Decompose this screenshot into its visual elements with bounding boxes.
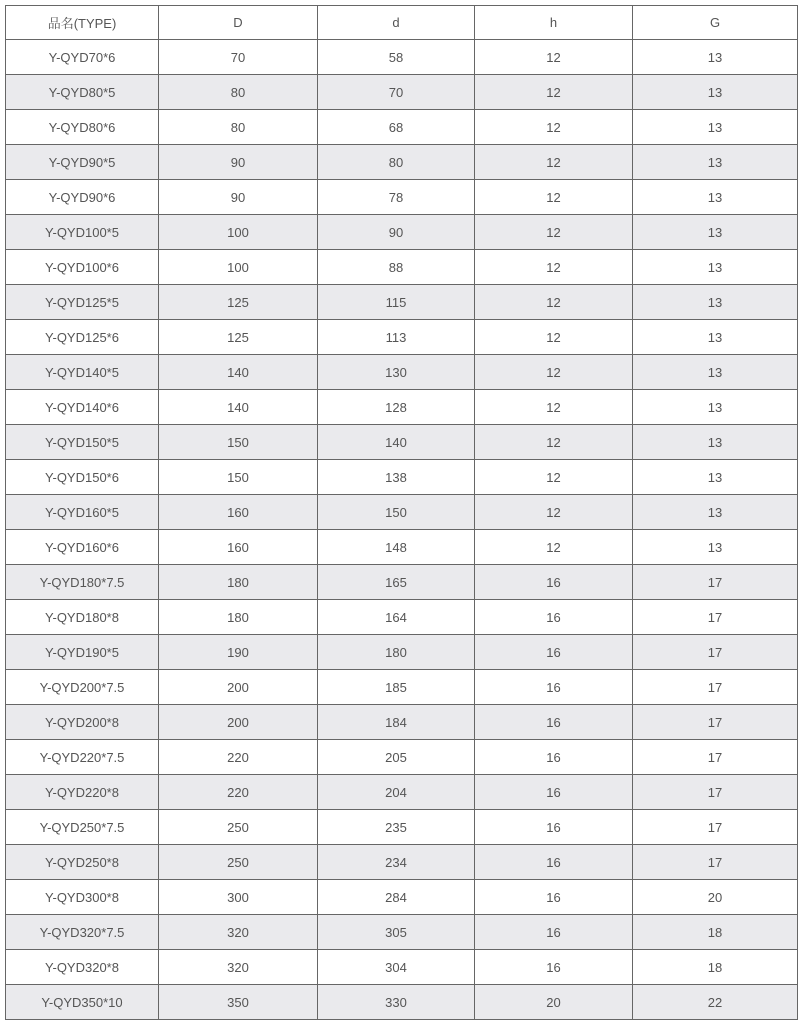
cell-groove: 17 — [633, 670, 798, 705]
cell-outer-diameter: 180 — [159, 565, 318, 600]
table-row — [6, 180, 798, 215]
cell-outer-diameter: 160 — [159, 495, 318, 530]
cell-outer-diameter: 90 — [159, 180, 318, 215]
cell-inner-diameter: 305 — [318, 915, 475, 950]
table-row — [6, 565, 798, 600]
cell-type: Y-QYD90*6 — [6, 180, 159, 215]
cell-height: 12 — [475, 425, 633, 460]
table-row — [6, 40, 798, 75]
cell-type: Y-QYD200*7.5 — [6, 670, 159, 705]
cell-height: 12 — [475, 355, 633, 390]
cell-type: Y-QYD140*6 — [6, 390, 159, 425]
cell-height: 12 — [475, 285, 633, 320]
header-height: h — [475, 6, 633, 40]
cell-inner-diameter: 284 — [318, 880, 475, 915]
cell-groove: 17 — [633, 565, 798, 600]
cell-inner-diameter: 150 — [318, 495, 475, 530]
cell-groove: 17 — [633, 705, 798, 740]
cell-height: 16 — [475, 845, 633, 880]
cell-type: Y-QYD250*8 — [6, 845, 159, 880]
cell-outer-diameter: 190 — [159, 635, 318, 670]
cell-inner-diameter: 205 — [318, 740, 475, 775]
cell-inner-diameter: 58 — [318, 40, 475, 75]
cell-type: Y-QYD180*7.5 — [6, 565, 159, 600]
cell-height: 16 — [475, 565, 633, 600]
cell-height: 12 — [475, 530, 633, 565]
cell-groove: 13 — [633, 390, 798, 425]
cell-outer-diameter: 140 — [159, 390, 318, 425]
cell-outer-diameter: 220 — [159, 740, 318, 775]
cell-height: 12 — [475, 145, 633, 180]
cell-groove: 13 — [633, 460, 798, 495]
cell-type: Y-QYD300*8 — [6, 880, 159, 915]
cell-inner-diameter: 204 — [318, 775, 475, 810]
table-row — [6, 250, 798, 285]
cell-outer-diameter: 100 — [159, 215, 318, 250]
cell-height: 16 — [475, 810, 633, 845]
cell-type: Y-QYD125*6 — [6, 320, 159, 355]
cell-groove: 17 — [633, 810, 798, 845]
cell-height: 12 — [475, 320, 633, 355]
cell-groove: 13 — [633, 530, 798, 565]
cell-type: Y-QYD150*6 — [6, 460, 159, 495]
table-row — [6, 530, 798, 565]
table-row — [6, 145, 798, 180]
cell-height: 12 — [475, 110, 633, 145]
cell-height: 16 — [475, 705, 633, 740]
cell-groove: 20 — [633, 880, 798, 915]
cell-height: 12 — [475, 495, 633, 530]
cell-inner-diameter: 70 — [318, 75, 475, 110]
cell-groove: 13 — [633, 425, 798, 460]
table-header — [6, 6, 798, 40]
cell-type: Y-QYD220*7.5 — [6, 740, 159, 775]
cell-height: 16 — [475, 600, 633, 635]
table-row — [6, 285, 798, 320]
table-row — [6, 670, 798, 705]
header-outer-diameter: D — [159, 6, 318, 40]
cell-height: 16 — [475, 775, 633, 810]
cell-outer-diameter: 70 — [159, 40, 318, 75]
cell-groove: 13 — [633, 110, 798, 145]
table-row — [6, 950, 798, 985]
cell-type: Y-QYD140*5 — [6, 355, 159, 390]
cell-outer-diameter: 300 — [159, 880, 318, 915]
cell-outer-diameter: 125 — [159, 320, 318, 355]
cell-type: Y-QYD250*7.5 — [6, 810, 159, 845]
cell-groove: 18 — [633, 915, 798, 950]
cell-inner-diameter: 80 — [318, 145, 475, 180]
cell-inner-diameter: 90 — [318, 215, 475, 250]
cell-groove: 17 — [633, 775, 798, 810]
table-row — [6, 775, 798, 810]
cell-inner-diameter: 128 — [318, 390, 475, 425]
cell-outer-diameter: 250 — [159, 810, 318, 845]
cell-groove: 13 — [633, 320, 798, 355]
cell-inner-diameter: 235 — [318, 810, 475, 845]
cell-inner-diameter: 304 — [318, 950, 475, 985]
cell-type: Y-QYD100*6 — [6, 250, 159, 285]
header-groove: G — [633, 6, 798, 40]
table-row — [6, 635, 798, 670]
cell-groove: 13 — [633, 285, 798, 320]
table-row — [6, 915, 798, 950]
cell-outer-diameter: 180 — [159, 600, 318, 635]
cell-outer-diameter: 350 — [159, 985, 318, 1020]
table-row — [6, 425, 798, 460]
cell-type: Y-QYD320*8 — [6, 950, 159, 985]
cell-height: 16 — [475, 880, 633, 915]
cell-outer-diameter: 200 — [159, 705, 318, 740]
cell-inner-diameter: 148 — [318, 530, 475, 565]
spec-table — [5, 5, 798, 1020]
cell-outer-diameter: 320 — [159, 915, 318, 950]
cell-type: Y-QYD160*6 — [6, 530, 159, 565]
cell-type: Y-QYD350*10 — [6, 985, 159, 1020]
cell-groove: 17 — [633, 635, 798, 670]
cell-groove: 17 — [633, 740, 798, 775]
table-row — [6, 110, 798, 145]
cell-groove: 13 — [633, 40, 798, 75]
cell-type: Y-QYD160*5 — [6, 495, 159, 530]
table-row — [6, 705, 798, 740]
table-row — [6, 845, 798, 880]
cell-outer-diameter: 200 — [159, 670, 318, 705]
table-row — [6, 390, 798, 425]
cell-inner-diameter: 165 — [318, 565, 475, 600]
cell-groove: 13 — [633, 180, 798, 215]
cell-outer-diameter: 150 — [159, 425, 318, 460]
cell-height: 16 — [475, 950, 633, 985]
cell-groove: 17 — [633, 845, 798, 880]
cell-type: Y-QYD190*5 — [6, 635, 159, 670]
cell-outer-diameter: 320 — [159, 950, 318, 985]
table-row — [6, 740, 798, 775]
cell-inner-diameter: 68 — [318, 110, 475, 145]
cell-inner-diameter: 113 — [318, 320, 475, 355]
cell-inner-diameter: 185 — [318, 670, 475, 705]
table-row — [6, 495, 798, 530]
cell-groove: 13 — [633, 215, 798, 250]
cell-type: Y-QYD125*5 — [6, 285, 159, 320]
cell-inner-diameter: 130 — [318, 355, 475, 390]
cell-inner-diameter: 115 — [318, 285, 475, 320]
cell-height: 16 — [475, 635, 633, 670]
cell-height: 12 — [475, 250, 633, 285]
cell-height: 20 — [475, 985, 633, 1020]
cell-height: 16 — [475, 670, 633, 705]
cell-inner-diameter: 180 — [318, 635, 475, 670]
cell-outer-diameter: 160 — [159, 530, 318, 565]
cell-outer-diameter: 140 — [159, 355, 318, 390]
cell-outer-diameter: 150 — [159, 460, 318, 495]
cell-inner-diameter: 330 — [318, 985, 475, 1020]
cell-groove: 13 — [633, 355, 798, 390]
cell-groove: 13 — [633, 495, 798, 530]
table-row — [6, 355, 798, 390]
cell-height: 12 — [475, 180, 633, 215]
cell-inner-diameter: 140 — [318, 425, 475, 460]
cell-outer-diameter: 90 — [159, 145, 318, 180]
cell-groove: 22 — [633, 985, 798, 1020]
cell-outer-diameter: 125 — [159, 285, 318, 320]
table-body — [6, 40, 798, 1020]
table-row — [6, 215, 798, 250]
cell-inner-diameter: 88 — [318, 250, 475, 285]
cell-inner-diameter: 184 — [318, 705, 475, 740]
table-row — [6, 460, 798, 495]
cell-groove: 17 — [633, 600, 798, 635]
cell-height: 16 — [475, 740, 633, 775]
cell-type: Y-QYD100*5 — [6, 215, 159, 250]
header-type: 品名(TYPE) — [6, 6, 159, 40]
cell-type: Y-QYD180*8 — [6, 600, 159, 635]
cell-height: 12 — [475, 75, 633, 110]
cell-height: 12 — [475, 215, 633, 250]
cell-outer-diameter: 100 — [159, 250, 318, 285]
cell-type: Y-QYD70*6 — [6, 40, 159, 75]
table-row — [6, 880, 798, 915]
cell-height: 12 — [475, 40, 633, 75]
cell-type: Y-QYD90*5 — [6, 145, 159, 180]
cell-outer-diameter: 80 — [159, 110, 318, 145]
cell-height: 12 — [475, 460, 633, 495]
cell-height: 12 — [475, 390, 633, 425]
cell-inner-diameter: 234 — [318, 845, 475, 880]
cell-outer-diameter: 80 — [159, 75, 318, 110]
cell-type: Y-QYD80*5 — [6, 75, 159, 110]
cell-groove: 13 — [633, 145, 798, 180]
table-row — [6, 75, 798, 110]
header-inner-diameter: d — [318, 6, 475, 40]
table-row — [6, 600, 798, 635]
cell-type: Y-QYD320*7.5 — [6, 915, 159, 950]
cell-groove: 13 — [633, 75, 798, 110]
table-row — [6, 985, 798, 1020]
cell-groove: 13 — [633, 250, 798, 285]
cell-groove: 18 — [633, 950, 798, 985]
cell-type: Y-QYD80*6 — [6, 110, 159, 145]
cell-type: Y-QYD150*5 — [6, 425, 159, 460]
cell-inner-diameter: 78 — [318, 180, 475, 215]
cell-type: Y-QYD220*8 — [6, 775, 159, 810]
cell-outer-diameter: 220 — [159, 775, 318, 810]
cell-height: 16 — [475, 915, 633, 950]
cell-inner-diameter: 164 — [318, 600, 475, 635]
table-row — [6, 810, 798, 845]
header-row — [6, 6, 798, 40]
table-row — [6, 320, 798, 355]
cell-outer-diameter: 250 — [159, 845, 318, 880]
cell-inner-diameter: 138 — [318, 460, 475, 495]
cell-type: Y-QYD200*8 — [6, 705, 159, 740]
